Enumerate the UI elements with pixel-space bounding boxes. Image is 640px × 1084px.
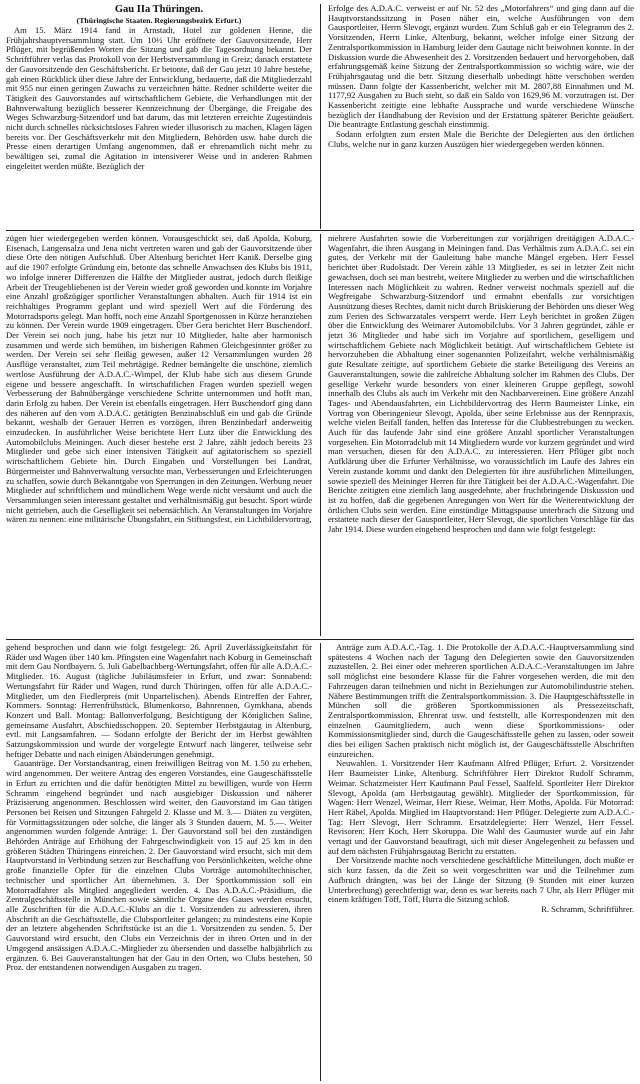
block-2-column-left: [6, 234, 312, 636]
block-3: [6, 643, 634, 1081]
article-subtitle: (Thüringische Staaten. Regierungsbezirk Erfurt.): [76, 16, 242, 25]
block-2-column-right: [328, 234, 634, 636]
paragraph: gehend besprochen und dann wie folgt festgelegt: 26. April Zuverlässigkeitsfahrt für Räder und Wagen über 140 km. Pfingsten eine Wagenfahrt nach Koburg in Gemeinschaft mit dem Gau Nordbayern. 5. Juli Gabelbachberg-Wertungsfahrt, offen für alle A.D.A.C.-Mitglieder. 16. August (tägliche Jubiläumsfeier in Erfurt, und zwar: Sonnabend: Wertungsfahrt für Räder und Wagen, rund durch Thüringen, offen für alle A.D.A.C.-Mitglieder, um den Fiedlerpreis (mit Unpartelischen). Abends Eintreffen der Fahrer, Kommers. Sonntag: Herrenfrühstück, Blumenkorso, Bahnrennen, Gymkhana, abends Konzert und Ball. Montag: Ballonverfolgung, Besichtigung der Königlichen Saline, gemeinsame Ausfahrt, Abschiedsschoppen. 20. September Herbstgautag in Altenburg, evtl. mit Langsamfahren. — Sodann erfolgte der Bericht der im Herbst gewählten Satzungskommission und wurde der vorgelegte Entwurf nach längerer, teilweise sehr heftiger Debatte und nach einigen Abänderungen genehmigt.: [6, 643, 312, 759]
paragraph: Erfolge des A.D.A.C. verweist er auf Nr. 52 des „Motorfahrers“ und ging dann auf die Hauptvorstandssitzung in Posen näher ein, welche Ausführungen von dem Gausportleiter, Herrn Slevogt, ergänzt wurden. Zum Schluß gab er ein Telegramm des 2. Vorsitzenden, Herrn Linke, Altenburg, bekannt, welcher infolge einer Sitzung der Zentralsportkommission in Hamburg leider dem Gautage nicht beiwohnen konnte. In der Diskussion wurde die Abwesenheit des 2. Vorsitzenden bedauert und hervorgehoben, daß erfahrungsgemäß keine Sitzung der Zentralsportkommission so wichtig wäre, wie der Frühjahrsgautag und die betr. Sitzung dieserhalb unbedingt hätte verschoben werden müssen. Dann folgte der Kassenbericht, welcher mit M. 2807,88 Einnahmen und M. 1177,92 Ausgaben zu Buch steht, so daß ein Saldo von 1629,96 M. vorzutragen ist. Der Kassenbericht zeitigte eine lebhafte Aussprache und wurde verschiedene Wünsche bezüglich der Handhabung der Revision und der Erstattung späterer Berichte geäußert. Die beantragte Entlastung geschah einstimmig.: [328, 4, 634, 130]
block-1: [6, 4, 634, 229]
column-divider: [320, 643, 321, 1081]
block-2: [6, 234, 634, 636]
paragraph: Am 15. März 1914 fand in Arnstadt, Hotel zur goldenen Henne, die Frühjahrshauptversammlung statt. Um 10½ Uhr eröffnete der Gauvorsitzende, Herr Pflüger, mit begrüßenden Worten die Sitzung und gab die Tagesordnung bekannt. Der Schriftführer verlas das Protokoll von der Herbstversammlung in Greiz; danach erstattete der Gauvorsitzende den Geschäftsbericht. Er betonte, daß der Gau jetzt 10 Jahre bestehe, gab einen Rückblick über diese Jahre der Entwicklung, bedauerte, daß die Mitgliederzahl mit 955 nur einen geringen Zuwachs zu verzeichnen hätte. Redner schilderte weiter die Tätigkeit des Gauvorstandes auf wirtschaftlichem Gebiete, die Verhandlungen mit der Bahnverwaltung bezüglich besserer Kennzeichnung der Übergänge, die Freigabe des Weges Schwarzburg-Sitzendorf und bat darum, das mit letzteren erreichte Zugeständnis nicht durch schnelles rücksichtsloses Fahren wieder illusorisch zu machen, Klagen lägen bereits vor. Der Geschäftsverkehr mit den Mitgliedern, Behörden usw. habe durch die Presse einen derartigen Umfang angenommen, daß er ehrenamtlich nicht mehr zu bewältigen sei, zumal die Agitation in intensiverer Weise und in anderen Rahmen eingeleitet werden müßte. Bezüglich der: [6, 25, 312, 171]
section-divider: [6, 230, 634, 231]
signature: R. Schramm, Schriftführer.: [541, 903, 634, 914]
paragraph: Sodann erfolgten zum ersten Male die Berichte der Delegierten aus den örtlichen Clubs, welche nur in ganz kurzen Auszügen hier wiedergegeben werden können.: [328, 129, 634, 149]
paragraph: Gauanträge. Der Vorstandsantrag, einen freiwilligen Beitrag von M. 1.50 zu erheben, wird angenommen. Der weitere Antrag des engeren Vorstandes, eine Gaugeschäftsstelle in Erfurt zu errichten und die dafür benötigten Mittel zu bewilligen, wurde von Herrn Schramm eingehend begründet und nach ausgiebiger Diskussion und näherer Präzisierung angenommen. Beschlossen wird weiter, den Gauvorstand im Gau tätigen Personen bei Reisen und Sitzungen Fahrgeld 2. Klasse und M. 3.— Diäten zu vergüten, für Vormittagssitzungen oder solche, die länger als 3 Stunden dauern, M. 5.—. Weiter angenommen wurden folgende Anträge: 1. Der Gauvorstand soll bei den zuständigen Behörden Anträge auf Erhöhung der Fahrgeschwindigkeit von 15 auf 25 km in den größeren Städten Thüringens einreichen. 2. Der Gauvorstand wird ersucht, sich mit dem Hauptvorstand in Verbindung setzen zur Beschaffung von Persönlichkeiten, welche ohne große finanzielle Opfer für die einzelnen Clubs Vorträge automobiltechnischer, technischer und sportlicher Art übernehmen. 3. Der Sportkommission soll ein Motorradfahrer als Mitglied angegliedert werden. 4. Das A.D.A.C.-Präsidium, die Zentralgeschäftsstelle in München sowie sämtliche Organe des Gaues werden ersucht, alle Zuschriften für die A.D.A.C.-Klubs an die 1. Vorsitzenden zu adressieren, ihren Abschrift an die Geschäftsstelle, die Clubsportleiter gelangen; zu mindestens eine Kopie der an letztere abgehenden Schriftstücke ist an die 1. Vorsitzenden zu senden. 5. Der Gauvorstand wird ersucht, den Clubs ein Verzeichnis der in ihren Orten und in der Umgegend ansässigen A.D.A.C.-Mitglieder zu übersenden und dasselbe halbjährlich zu ergänzen. 6. Bei Gauveranstaltungen hat der Gau in den Orten, wo Clubs bestehen, 50 Proz. der entstandenen notwendigen Ausgaben zu tragen.: [6, 758, 312, 973]
paragraph: zügen hier wiedergegeben werden können. Vorausgeschickt sei, daß Apolda, Koburg, Eisenach, Langensalza und Jena nicht vertreten waren und gab der Gauvorsitzende über diese Orte den nötigen Aufschluß. Über Altenburg berichtet Herr Kaniß. Derselbe ging auf die 1907 erfolgte Gründung ein, betonte das schnelle Anwachsen des Klubs bis 1911, wo infolge innerer Differenzen die Hälfte der Mitglieder austrat, jedoch durch fleißige Arbeit der Treugebliebenen ist der Verein wieder groß geworden und konnte im Vorjahre eine Anzahl großzügiger sportlicher Veranstaltungen abhalten. Auch für 1914 ist ein reichhaltiges Programm geplant und wird speziell Wert auf die Förderung des Motorradsports gelegt. Man hofft, noch eine Anzahl Sportgenossen in Kürze heranziehen zu können. Der Verein wurde 1909 eingetragen. Über Gera berichtet Herr Buschendorf. Der Verein sei noch jung, habe bis jetzt nur 10 Mitglieder, halte aber harmonisch zusammen und werde sich bemühen, im bisherigen Rahmen Gleichgesinnter größer zu werden. Der Verein sei sehr fleißig gewesen, außer 12 Versammlungen wurden 28 Ausflüge veranstaltet, zum Teil mehrtägige. Redner bemängelte die unschöne, ziemlich wertlose Ausführung der A.D.A.C.-Wimpel, der Klub habe sich aus diesem Grunde eigene und bessere angeschafft. In wirtschaftlichen Fragen wurden speziell wegen Verbesserung der Bahnübergänge verschiedene Schritte unternommen und hofft man, darin Erfolg zu haben. Der Verein ist ebenfalls eingetragen. Herr Buschendorf ging dann des näheren auf den vom A.D.A.C. getätigten Benzinabschluß ein und gab die Gründe bekannt, weshalb der Gerauer Herren es vorzögen, ihren Benzinbedarf anderweitig einzudecken. In ausführlicher Weise berichtete Herr Lutz über die Entwicklung des Automobilclubs Meiningen. Auch dieser bestehe erst 2 Jahre, zählt jedoch bereits 23 Mitglieder und gebe sich einer intensiven Tätigkeit auf agitatorischem so speziell wirtschaftlichem Gebiete hin. Durch Eingaben und Vorstellungen bei Landrat, Bürgermeister und Bahnverwaltung versuchte man, Verbesserungen und Erleichterungen zu schaffen, sowie durch Bekanntgabe von Sperrungen in den Zeitungen. Werbung neuer Mitglieder auf schriftlichem und mündlichem Wege werde nicht versäumt und auch die Versammlungen seien interessant gestaltet und verhältnismäßig gut besucht. Sport würde nicht getrieben, auch die Geselligkeit sei nebensächlich. An Veranstaltungen im Vorjahre wären zu nennen: eine militärische Übungsfahrt, ein Stiftungsfest, ein Lichtbildervortrag,: [6, 234, 312, 525]
paragraph: mehrere Ausfahrten sowie die Vorbereitungen zur vorjährigen dreitägigen A.D.A.C.-Wagenfahrt, die ihren Ausgang in Meiningen fand. Das Verhältnis zum A.D.A.C. sei ein gutes, der Verkehr mit der Gauleitung habe manche Mängel ergeben. Herr Fessel berichtet über Rudolstadt. Der Verein zähle 13 Mitglieder, es sei in letzter Zeit nicht gewachsen, doch sei man bestrebt, weitere Mitglieder zu werben und die wirtschaftlichen Interessen nach Möglichkeit zu wahren. Redner verweist nochmals speziell auf die Wegfreigabe Schwarzburg-Sitzendorf und ermahnt ebenfalls zur vorsichtigen Ausnützung dieses Rechtes, damit nicht durch Brüskierung der Behörden uns dieser Weg zum Ferien des Schwarzatales versperrt werde. Herr Leyh berichtet in großen Zügen über die Entwicklung des Weimarer Automobilclubs. Vor 3 Jahren gegründet, zähle er jetzt 36 Mitglieder und habe sich im Vorjahre auf sportlichem, geselligem und wirtschaftlichem Gebiete nach Möglichkeit betätigt. Auf wirtschaftlichem Gebiete ist hervorzuheben die Abhaltung einer sogenannten Polizeifahrt, welche verhältnismäßig gute Resultate zeitigte, auf sportlichem Gebiete die starke Beteiligung des Vereins an Gauveranstaltungen, sowie die zahlreiche Abhaltung solcher im Rahmen des Clubs. Der gesellige Verkehr wurde besonders von einer kleineren Gruppe gepflegt, sowohl innerhalb des Clubs als auch im Verkehr mit den Nachbarvereinen. Eine größere Anzahl Tages- und Abendausfahrten, ein Lichtbildervortrag des Herrn Baumeister Linke, ein Vortrag von Oberingenieur Slevogt, Apolda, über seine Erlebnisse aus der Rennpraxis, welche vielen Beifall fanden, helfen das Interesse für die Clubbestrebungen zu wecken. Auch für das laufende Jahr sind eine größere Anzahl sportlicher Veranstaltungen vorgesehen. Ein Motorradclub mit 14 Mitgliedern wurde vor kurzem gegründet und wird man versuchen, diesen für den A.D.A.C. zu interessieren. Herr Pflüger gibt noch Aufklärung über die Erfurter Verhältnisse, wo voraussichtlich im Laufe des Jahres ein Verein zustande kommt und dankt den Delegierten für ihre ausführlichen Mitteilungen, sowie speziell des Meininger Herren für ihre Tätigkeit bei der A.D.A.C.-Wagenfahrt. Die Berichte zeitigten eine ziemlich lang ausgedehnte, aber fruchtbringende Diskussion und ist zu hoffen, daß die gegebenen Anregungen von Wert für die Weiterentwicklung der örtlichen Clubs sein werden. Eine einstündige Mittagspause unterbrach die Sitzung und erstattete nach dieser der Gausportleiter, Herr Slevogt, die sportlichen Vorschläge für das Jahr 1914. Diese wurden eingehend besprochen und dann wie folgt festgelegt:: [328, 234, 634, 535]
paragraph: Der Vorsitzende machte noch verschiedene geschäftliche Mitteilungen, doch mußte er sich kurz fassen, da die Zeit so weit vorgeschritten war und die Teilnehmer zum Aufbruch drängten, was bei der Länge der Sitzung (9 Stunden mit einer kurzen Unterbrechung) gerechtfertigt war, denn es war bereits nach 7 Uhr, als Herr Pflüger mit einem kräftigen Töff, Töff, Hurra die Sitzung schloß.: [328, 855, 634, 905]
paragraph: Anträge zum A.D.A.C.-Tag. 1. Die Protokolle der A.D.A.C.-Hauptversammlung sind spätestens 4 Wochen nach der Tagung den Delegierten sowie den Gauvorsitzenden zuzustellen. 2. Bei einer oder mehreren sportlichen A.D.A.C.-Veranstaltungen im Jahre soll möglichst eine besondere Klasse für die Fahrer vorgesehen werden, die mit den Fahrzeugen daran teilnehmen und nicht in Beziehungen zur Automobilindustrie stehen. Nähere Bestimmungen trifft die Zentralsportkommission. 3. Die Hauptgeschäftsstelle in München soll die größeren Sportkommissionen als Pressezeitschaft, Zentralsportkommission, Ehrenrat usw. und feststellt, alle Korrespondenzen mit den einzelnen Gaumitgliedern, auch wenn diese Sportkommissions- oder Kommissionsmitglieder sind, durch die Gaugeschäftsstelle gehen zu lassen, oder soweit dies bei eiligen Sachen praktisch nicht möglich ist, der Gaugeschäftsstelle Abschriften einzureichen.: [328, 643, 634, 759]
article-title: Gau IIa Thüringen.: [114, 4, 204, 15]
block-3-column-left: [6, 643, 312, 1081]
block-3-column-right: [328, 643, 634, 1081]
column-divider: [320, 234, 321, 636]
column-divider: [320, 4, 321, 229]
paragraph: Neuwahlen. 1. Vorsitzender Herr Kaufmann Alfred Pflüger, Erfurt. 2. Vorsitzender Herr Baumeister Linke, Altenburg. Schriftführer Herr Direktor Rudolf Schramm, Weimar. Schatzmeister Herr Kaufmann Paul Fessel, Saalfeld. Sportleiter Herr Direktor Slevogt, Apolda (am Herbstgautag gewählt). Mitglieder der Sportkommission, für Wagen: Herr Wenzel, Weimar, Herr Riese, Weimar, Herr Moths, Apolda. Für Motorrad: Herr Räbel, Apolda. Mitglied im Hauptvorstand: Herr Pflüger. Delegierte zum A.D.A.C.-Tag: Herr Slevogt, Herr Schramm. Ersatzdelegierte: Herr Wenzel, Herr Fessel. Revisoren: Herr Koch, Herr Skoruppa. Die Wahl des Gaumuster wurde auf ein Jahr vertagt und der Gauvorstand beauftragt, sich mit dieser Angelegenheit zu befassen und auf dem nächsten Frühjahrsgautag Bericht zu erstatten.: [328, 758, 634, 856]
block-1-column-right: [328, 4, 634, 229]
section-divider: [6, 639, 634, 640]
block-1-column-left: [6, 4, 312, 229]
